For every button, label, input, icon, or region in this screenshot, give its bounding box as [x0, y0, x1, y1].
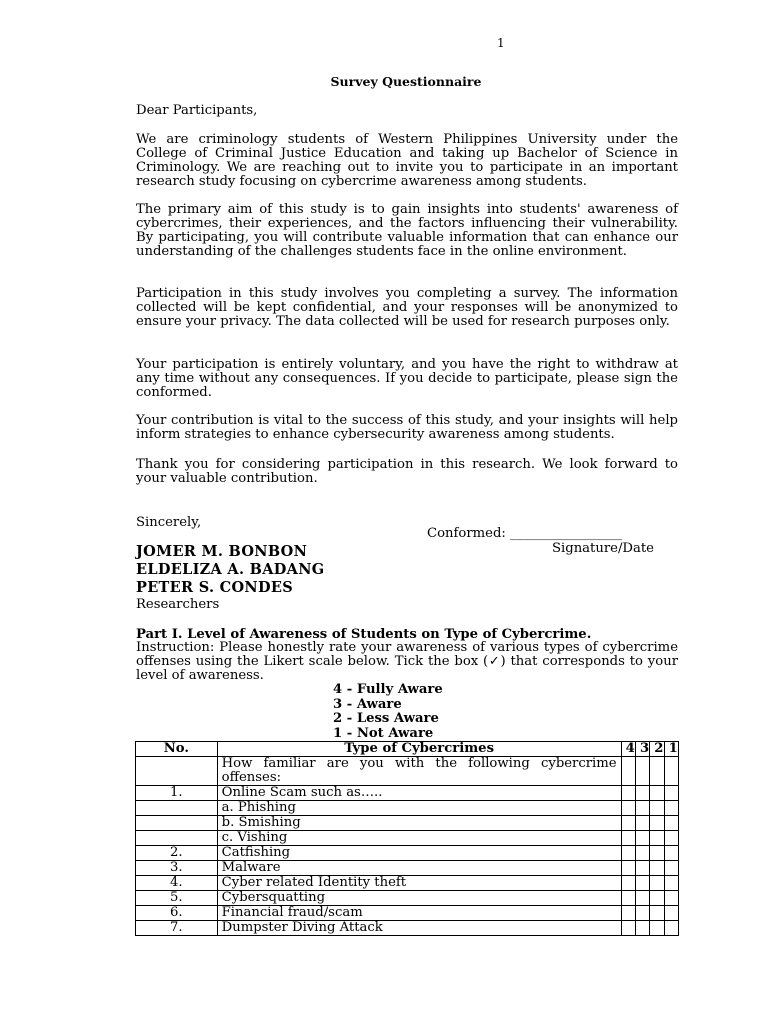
rating-checkbox[interactable] — [650, 786, 664, 801]
rating-checkbox[interactable] — [664, 906, 678, 921]
signature-date-label: Signature/Date — [552, 541, 654, 556]
table-cell-cybercrime: Cybersquatting — [217, 891, 621, 906]
rating-checkbox[interactable] — [664, 891, 678, 906]
rating-checkbox[interactable] — [621, 786, 635, 801]
rating-checkbox[interactable] — [650, 876, 664, 891]
part1-instruction: Instruction: Please honestly rate your awareness of various types of cybercrime offenses using the Likert scale below. Tick the box (✓) that corresponds to your level of awareness. — [136, 640, 678, 683]
header-type: Type of Cybercrimes — [217, 742, 621, 757]
rating-checkbox[interactable] — [664, 876, 678, 891]
rating-checkbox[interactable] — [621, 816, 635, 831]
table-row — [136, 891, 679, 906]
table-cell-no: 5. — [136, 891, 218, 906]
rating-checkbox[interactable] — [650, 816, 664, 831]
table-cell-no: 7. — [136, 921, 218, 936]
rating-checkbox[interactable] — [635, 801, 649, 816]
header-rating-4: 4 — [621, 742, 635, 757]
rating-checkbox[interactable] — [635, 876, 649, 891]
rating-checkbox[interactable] — [621, 891, 635, 906]
table-row — [136, 921, 679, 936]
table-cell-cybercrime: Catfishing — [217, 846, 621, 861]
scale-item: 2 - Less Aware — [333, 711, 439, 726]
table-cell-cybercrime: Malware — [217, 861, 621, 876]
table-cell-cybercrime: Online Scam such as….. — [217, 786, 621, 801]
rating-checkbox[interactable] — [650, 891, 664, 906]
table-row — [136, 906, 679, 921]
rating-checkbox[interactable] — [664, 831, 678, 846]
rating-checkbox[interactable] — [650, 801, 664, 816]
rating-checkbox[interactable] — [621, 876, 635, 891]
table-cell-no — [136, 757, 218, 786]
rating-checkbox — [664, 757, 678, 786]
researcher-names — [136, 543, 324, 597]
table-cell-no: 1. — [136, 786, 218, 801]
table-row-intro — [136, 757, 679, 786]
researcher-name: ELDELIZA A. BADANG — [136, 561, 325, 578]
scale-item: 3 - Aware — [333, 696, 402, 712]
rating-checkbox[interactable] — [635, 921, 649, 936]
table-cell-cybercrime: Financial fraud/scam — [217, 906, 621, 921]
part1-title: Part I. Level of Awareness of Students on Type of Cybercrime. — [136, 627, 592, 642]
table-row — [136, 816, 679, 831]
researcher-name: PETER S. CONDES — [136, 579, 293, 596]
table-cell-cybercrime: Cyber related Identity theft — [217, 876, 621, 891]
rating-checkbox — [635, 757, 649, 786]
document-title: Survey Questionnaire — [330, 74, 482, 89]
table-cell-no: 2. — [136, 846, 218, 861]
salutation: Dear Participants, — [136, 103, 258, 118]
rating-checkbox[interactable] — [621, 831, 635, 846]
rating-checkbox[interactable] — [621, 801, 635, 816]
table-row — [136, 831, 679, 846]
rating-checkbox[interactable] — [635, 891, 649, 906]
rating-checkbox[interactable] — [635, 816, 649, 831]
table-cell-no — [136, 831, 218, 846]
rating-checkbox[interactable] — [650, 861, 664, 876]
table-cell-no: 3. — [136, 861, 218, 876]
rating-checkbox[interactable] — [650, 831, 664, 846]
table-row — [136, 876, 679, 891]
rating-checkbox[interactable] — [650, 846, 664, 861]
table-cell-no: 6. — [136, 906, 218, 921]
likert-scale — [333, 683, 443, 741]
table-cell-cybercrime: a. Phishing — [217, 801, 621, 816]
table-cell-cybercrime: b. Smishing — [217, 816, 621, 831]
header-rating-2: 2 — [650, 742, 664, 757]
rating-checkbox[interactable] — [635, 906, 649, 921]
table-cell-no — [136, 801, 218, 816]
rating-checkbox[interactable] — [635, 861, 649, 876]
paragraph-intro: We are criminology students of Western Philippines University under the College of Criminal Justice Education and taking up Bachelor of Science in Criminology. We are reaching out to invite you to participate in an important research study focusing on cybercrime awareness among students. — [136, 132, 678, 189]
rating-checkbox[interactable] — [664, 921, 678, 936]
header-rating-1: 1 — [664, 742, 678, 757]
rating-checkbox[interactable] — [650, 921, 664, 936]
header-no: No. — [136, 742, 218, 757]
rating-checkbox[interactable] — [621, 861, 635, 876]
rating-checkbox[interactable] — [650, 906, 664, 921]
rating-checkbox — [650, 757, 664, 786]
rating-checkbox[interactable] — [621, 906, 635, 921]
table-cell-no — [136, 816, 218, 831]
table-cell-cybercrime: c. Vishing — [217, 831, 621, 846]
rating-checkbox[interactable] — [621, 921, 635, 936]
rating-checkbox[interactable] — [635, 831, 649, 846]
table-row — [136, 801, 679, 816]
researchers-label: Researchers — [136, 597, 220, 612]
scale-item: 1 - Not Aware — [333, 725, 434, 741]
rating-checkbox[interactable] — [664, 816, 678, 831]
table-row — [136, 861, 679, 876]
rating-checkbox[interactable] — [664, 786, 678, 801]
rating-checkbox[interactable] — [635, 846, 649, 861]
conformed-line: Conformed: _________________ — [427, 526, 623, 541]
page-number: 1 — [497, 36, 505, 50]
rating-checkbox[interactable] — [621, 846, 635, 861]
table-intro-question: How familiar are you with the following cybercrime offenses: — [217, 757, 621, 786]
researcher-name: JOMER M. BONBON — [136, 543, 308, 560]
table-header-row — [136, 742, 679, 757]
paragraph-contribution: Your contribution is vital to the success of this study, and your insights will help inform strategies to enhance cybersecurity awareness among students. — [136, 413, 678, 442]
rating-checkbox[interactable] — [664, 801, 678, 816]
rating-checkbox[interactable] — [635, 786, 649, 801]
paragraph-thanks: Thank you for considering participation in this research. We look forward to your valuable contribution. — [136, 457, 678, 486]
table-row — [136, 786, 679, 801]
rating-checkbox[interactable] — [664, 846, 678, 861]
header-rating-3: 3 — [635, 742, 649, 757]
rating-checkbox[interactable] — [664, 861, 678, 876]
table-cell-no: 4. — [136, 876, 218, 891]
paragraph-voluntary: Your participation is entirely voluntary, and you have the right to withdraw at any time without any consequences. If you decide to participate, please sign the conformed. — [136, 357, 678, 400]
table-row — [136, 846, 679, 861]
closing: Sincerely, — [136, 515, 202, 530]
scale-item: 4 - Fully Aware — [333, 682, 443, 697]
cybercrime-awareness-table — [135, 741, 679, 936]
paragraph-aim: The primary aim of this study is to gain insights into students' awareness of cybercrimes, their experiences, and the factors influencing their vulnerability. By participating, you will contribute valuable information that can enhance our understanding of the challenges students face in the online environment. — [136, 202, 678, 259]
paragraph-confidentiality: Participation in this study involves you completing a survey. The information collected will be kept confidential, and your responses will be anonymized to ensure your privacy. The data collected will be used for research purposes only. — [136, 286, 678, 329]
rating-checkbox — [621, 757, 635, 786]
table-cell-cybercrime: Dumpster Diving Attack — [217, 921, 621, 936]
